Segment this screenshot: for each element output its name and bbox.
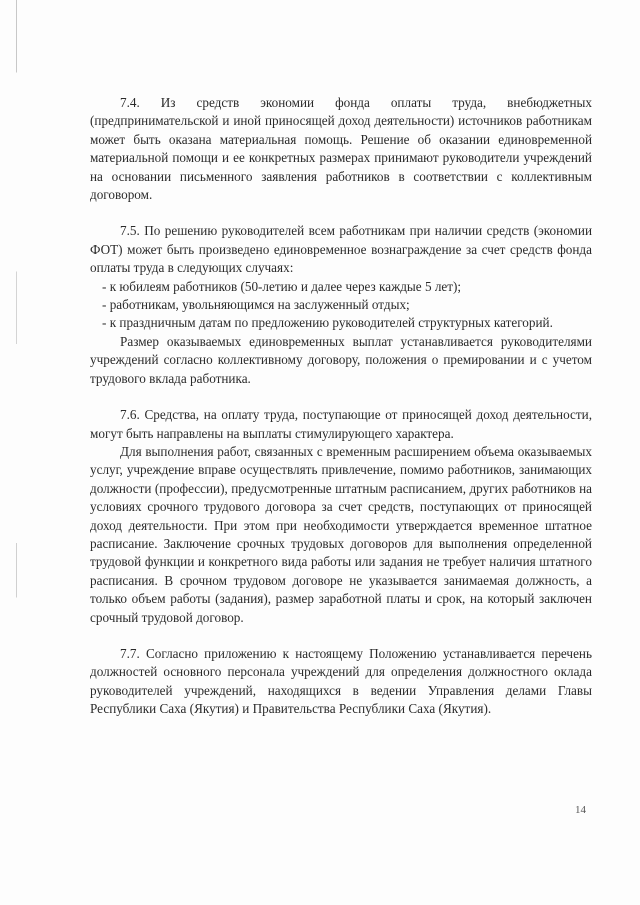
bonus-cases-list [90, 278, 592, 333]
section-7-4 [90, 94, 592, 204]
paragraph: 7.4. Из средств экономии фонда оплаты труда, внебюджетных (предпринимательской и иной приносящей доход деятельности) источников работникам может быть оказана материальная помощь. Решение об оказании единовременной материальной помощи и ее конкретных размерах принимают руководители учреждений на основании письменного заявления работников в соответствии с коллективным договором. [90, 95, 592, 203]
paragraph: Размер оказываемых единовременных выплат устанавливается руководителями учреждений согласно коллективному договору, положения о премировании и с учетом трудового вклада работника. [90, 333, 592, 386]
list-item: - к праздничным датам по предложению руководителей структурных категорий. [102, 315, 553, 331]
list-item: - работникам, увольняющимся на заслуженный отдых; [102, 297, 410, 313]
section-7-5 [90, 222, 592, 388]
page-number: 14 [575, 804, 586, 816]
document-body [90, 94, 592, 737]
paragraph: 7.5. По решению руководителей всем работникам при наличии средств (экономии ФОТ) может быть произведено единовременное вознаграждение за счет средств фонда оплаты труда в следующих случаях: [90, 223, 592, 276]
section-7-6 [90, 406, 592, 627]
paragraph: Для выполнения работ, связанных с временным расширением объема оказываемых услуг, учреждение вправе осуществлять привлечение, помимо работников, занимающих должности (профессии), предусмотренные штатным расписанием, других работников на условиях срочного трудового договора за счет средств, поступающих от приносящей доход деятельности. При этом при необходимости утверждается временное штатное расписание. Заключение срочных трудовых договоров для выполнения определенной трудовой функции и конкретного вида работы или задания не требует наличия штатного расписания. В срочном трудовом договоре не указывается занимаемая должность, а только объем работы (задания), размер заработной платы и срок, на который заключен срочный трудовой договор. [90, 443, 592, 625]
scan-margin-line [16, 0, 17, 905]
paragraph: 7.7. Согласно приложению к настоящему Положению устанавливается перечень должностей основного персонала учреждений для определения должностного оклада руководителей учреждений, находящихся в ведении Управления делами Главы Республики Саха (Якутия) и Правительства Республики Саха (Якутия). [90, 645, 592, 717]
list-item: - к юбилеям работников (50-летию и далее через каждые 5 лет); [102, 278, 462, 294]
section-7-7 [90, 645, 592, 719]
paragraph: 7.6. Средства, на оплату труда, поступающие от приносящей доход деятельности, могут быть направлены на выплаты стимулирующего характера. [90, 407, 592, 441]
